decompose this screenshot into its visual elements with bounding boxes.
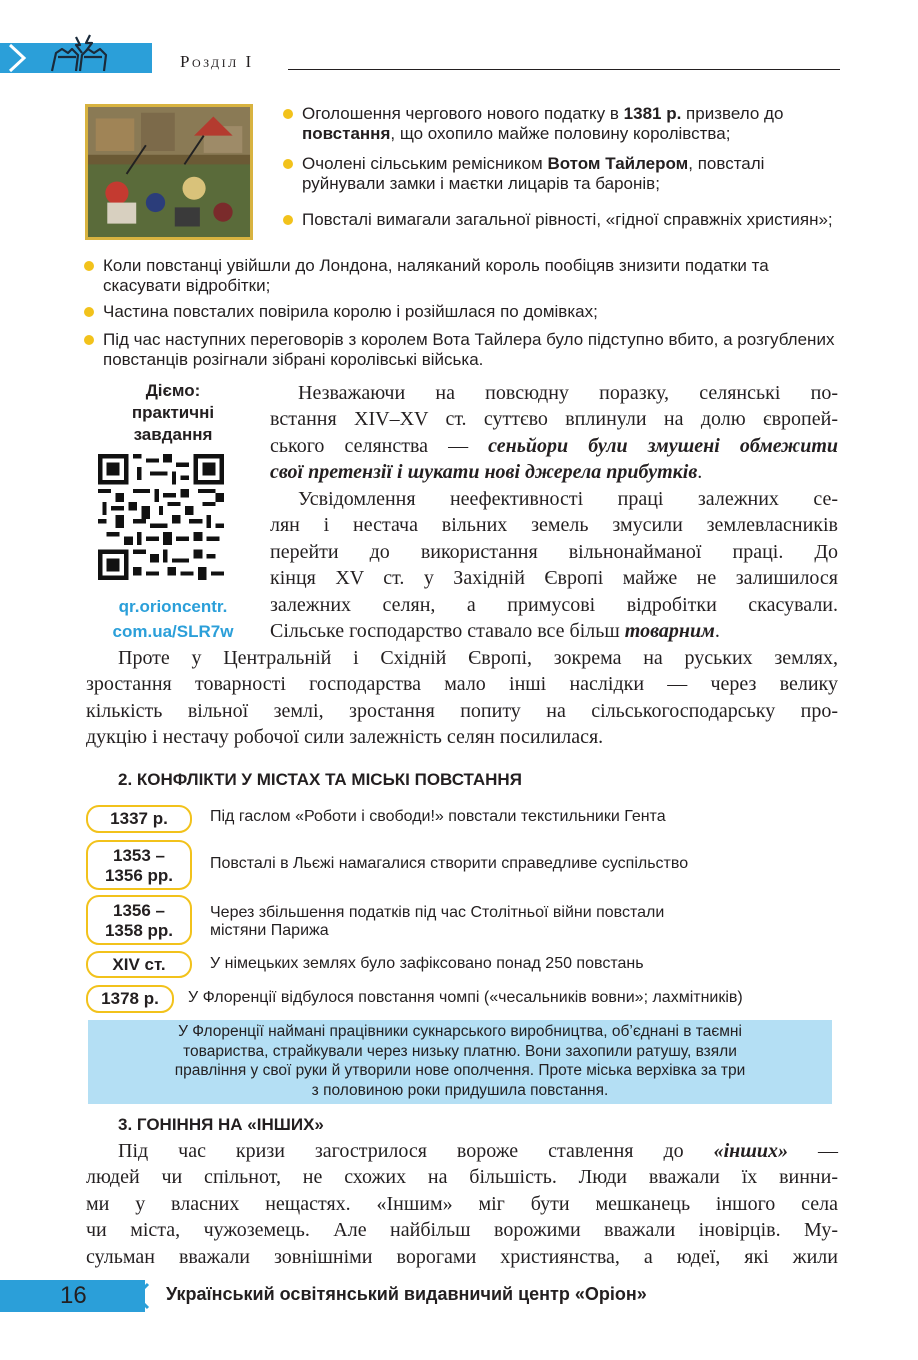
fists-logo-icon — [46, 33, 112, 75]
section-heading: 2. КОНФЛІКТИ У МІСТАХ ТА МІСЬКІ ПОВСТАННЯ — [118, 770, 522, 789]
timeline-text: У Флоренції відбулося повстання чомпі («чесальників вовни»; лахмітників) — [188, 989, 743, 1006]
timeline-text: Через збільшення податків під час Столітньої війни повстали містяни Парижа — [210, 904, 665, 939]
list-item: Очолені сільським ремісником Вотом Тайлером, повсталі руйнували замки і маєтки лицарів та баронів; — [283, 154, 843, 194]
paragraph: Проте у Центральній і Східній Європі, зокрема на руських землях, зростання товарності господарства мало інші наслідки — через велику кількість вільної землі, зростання попиту на сільськогосподарську про- дукцію і нестачу робочої сили залежність селян посилилася. — [86, 647, 838, 749]
timeline-text: Під гаслом «Роботи і свободи!» повстали текстильники Гента — [210, 808, 666, 825]
bullet-dot — [84, 335, 94, 345]
list-item: Частина повсталих повірила королю і розійшлася по домівках; — [84, 302, 844, 322]
list-item: Повсталі вимагали загальної рівності, «гідної справжніх християн»; — [283, 210, 843, 230]
page-number: 16 — [60, 1282, 87, 1309]
timeline-date: 1378 р. — [86, 985, 174, 1013]
florence-info-box: У Флоренції наймані працівники сукнарського виробництва, об’єднані в таємні товариства, страйкували через низьку платню. Вони захопили ратушу, взяли правління у свої руки й утворили нове ополчення. Проте міська верхівка за три з половиною роки придушила повстання. — [88, 1020, 832, 1104]
section-heading: 3. ГОНІННЯ НА «ІНШИХ» — [118, 1115, 324, 1134]
timeline-date: XIV ст. — [86, 951, 192, 978]
qr-link[interactable]: qr.orioncentr. com.ua/SLR7w — [112, 597, 234, 641]
qr-code-icon[interactable] — [98, 454, 224, 580]
paragraph: Під час кризи загострилося вороже ставлення до «інших» — людей чи спільнот, не схожих на більшість. Люди вважали їх винни- ми у власних нещастях. «Іншим» міг бути мешканець іншого села чи міста, чужоземець. Але найбільш ворожими вважали іновірців. Му- сульман вважали зовнішніми ворогами християнства, а юдеї, які жили — [86, 1140, 838, 1268]
bullet-dot — [283, 109, 293, 119]
timeline-text: Повсталі в Льєжі намагалися створити справедливе суспільство — [210, 855, 689, 872]
timeline-date: 1337 р. — [86, 805, 192, 833]
timeline-date: 1356 – 1358 рр. — [86, 895, 192, 945]
list-item: Коли повстанці увійшли до Лондона, наляканий король пообіцяв знизити податки та скасувати відробітки; — [84, 256, 844, 296]
timeline-date: 1353 – 1356 рр. — [86, 840, 192, 890]
bullet-dot — [84, 307, 94, 317]
chevron-left-icon — [128, 1280, 158, 1312]
bullet-dot — [283, 215, 293, 225]
header-rule — [288, 69, 840, 70]
timeline-text: У німецьких землях було зафіксовано понад 250 повстань — [210, 955, 644, 972]
bullet-dot — [84, 261, 94, 271]
medieval-revolt-painting — [85, 104, 253, 240]
practical-tasks-heading: Діємо: практичні завдання — [131, 381, 215, 444]
list-item: Оголошення чергового нового податку в 1381 р. призвело до повстання, що охопило майже половину королівства; — [283, 104, 843, 144]
section-title: Розділ I — [180, 52, 254, 71]
paragraph: Незважаючи на повсюдну поразку, селянські по- встання XIV–XV ст. суттєво вплинули на долю європей- ського селянства — сеньйори були змушені обмежити свої претензії і шукати нові джерела прибутків. — [270, 382, 838, 484]
header-arrow-icon — [0, 43, 40, 73]
paragraph: Усвідомлення неефективності праці залежних се- лян і нестача вільних земель змусили землевласників перейти до використання вільнонайманої праці. До кінця XV ст. у Західній Європі майже не залишилося залежних селян, а примусові відробітки скасували. Сільське господарство ставало все більш товарним. — [270, 488, 838, 643]
publisher-name: Український освітянський видавничий центр «Оріон» — [166, 1284, 647, 1304]
bullet-dot — [283, 159, 293, 169]
list-item: Під час наступних переговорів з королем Вота Тайлера було підступно вбито, а розгублених повстанців розігнали зібрані королівські війська. — [84, 330, 844, 370]
